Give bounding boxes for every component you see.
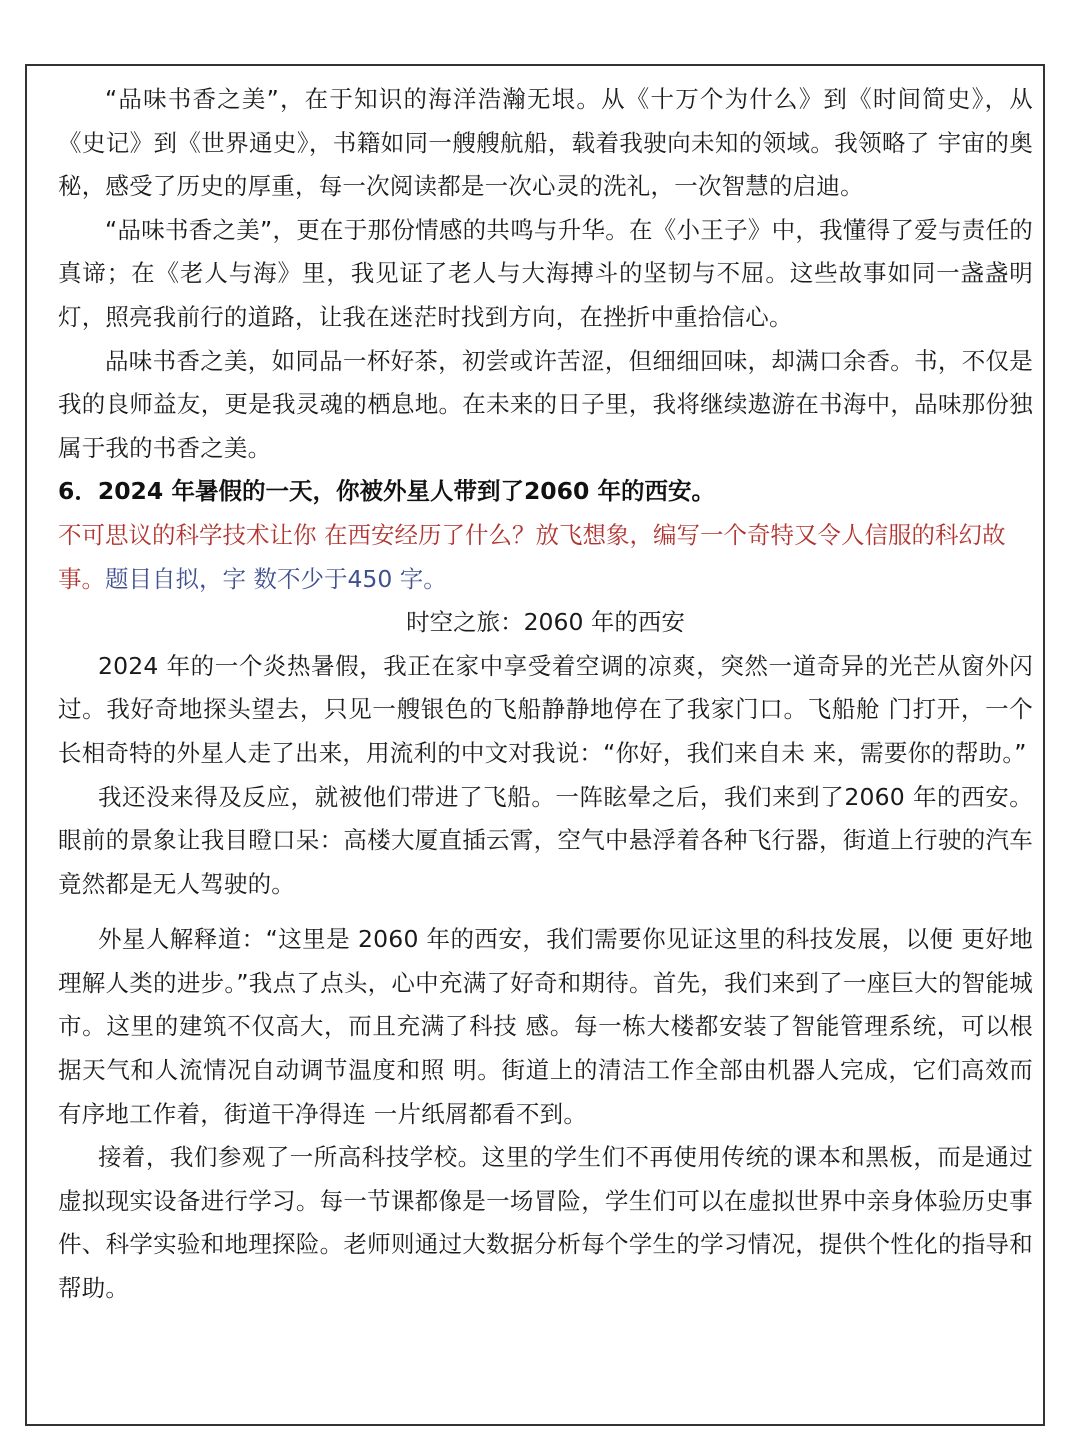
essay1-paragraph-3: 品味书香之美，如同品一杯好茶，初尝或许苦涩，但细细回味，却满口余香。书，不仅是我的良师益友，更是我灵魂的栖息地。在未来的日子里，我将继续遨游在书海中，品味那份独属于我的书香之美。 [58,346,1033,462]
essay1-paragraph-2: “品味书香之美”，更在于那份情感的共鸣与升华。在《小王子》中，我懂得了爱与责任的真谛；在《老人与海》里，我见证了老人与大海搏斗的坚韧与不屈。这些故事如同一盏盏明灯，照亮我前行的道路，让我在迷茫时找到方向，在挫折中重拾信心。 [58,215,1033,331]
essay2-paragraph-4: 接着，我们参观了一所高科技学校。这里的学生们不再使用传统的课本和黑板，而是通过虚拟现实设备进行学习。每一节课都像是一场冒险，学生们可以在虚拟世界中亲身体验历史事件、科学实验和地理探险。老师则通过大数据分析每个学生的学习情况，提供个性化的指导和帮助。 [58,1143,1033,1303]
question-title: 6．2024 年暑假的一天，你被外星人带到了2060 年的西安。 [58,477,716,506]
paragraph-gap [58,906,1033,918]
requirement-blue-text: 题目自拟，字 数不少于450 字。 [105,564,447,593]
essay2-paragraph-3: 外星人解释道：“这里是 2060 年的西安，我们需要你见证这里的科技发展，以便 更好地理解人类的进步。”我点了点头，心中充满了好奇和期待。首先，我们来到了一座巨大的智能城市。这里的建筑不仅高大，而且充满了科技 感。每一栋大楼都安装了智能管理系统，可以根据天气和人流情况自动调节温度和照 明。街道上的清洁工作全部由机器人完成，它们高效而有序地工作着，街道干净得连 一片纸屑都看不到。 [58,925,1033,1128]
essay2-paragraph-1: 2024 年的一个炎热暑假，我正在家中享受着空调的凉爽，突然一道奇异的光芒从窗外闪过。我好奇地探头望去，只见一艘银色的飞船静静地停在了我家门口。飞船舱 门打开，一个长相奇特的外星人走了出来，用流利的中文对我说：“你好，我们来自未 来，需要你的帮助。” [58,651,1033,767]
essay1-paragraph-1: “品味书香之美”，在于知识的海洋浩瀚无垠。从《十万个为什么》到《时间简史》，从《史记》到《世界通史》，书籍如同一艘艘航船，载着我驶向未知的领域。我领略了 宇宙的奥秘，感受了历史的厚重，每一次阅读都是一次心灵的洗礼，一次智慧的启迪。 [58,85,1033,201]
question-requirement [58,514,1033,601]
essay2-paragraph-2: 我还没来得及反应，就被他们带进了飞船。一阵眩晕之后，我们来到了2060 年的西安。眼前的景象让我目瞪口呆：高楼大厦直插云霄，空气中悬浮着各种飞行器，街道上行驶的汽车竟然都是无人驾驶的。 [58,782,1033,898]
document-body [58,78,1033,1311]
essay2-title: 时空之旅：2060 年的西安 [406,608,685,637]
requirement-red-text: 不可思议的科学技术让你 在西安经历了什么？放飞想象，编写一个奇特又令人信服的科幻故事。 [58,520,1006,593]
